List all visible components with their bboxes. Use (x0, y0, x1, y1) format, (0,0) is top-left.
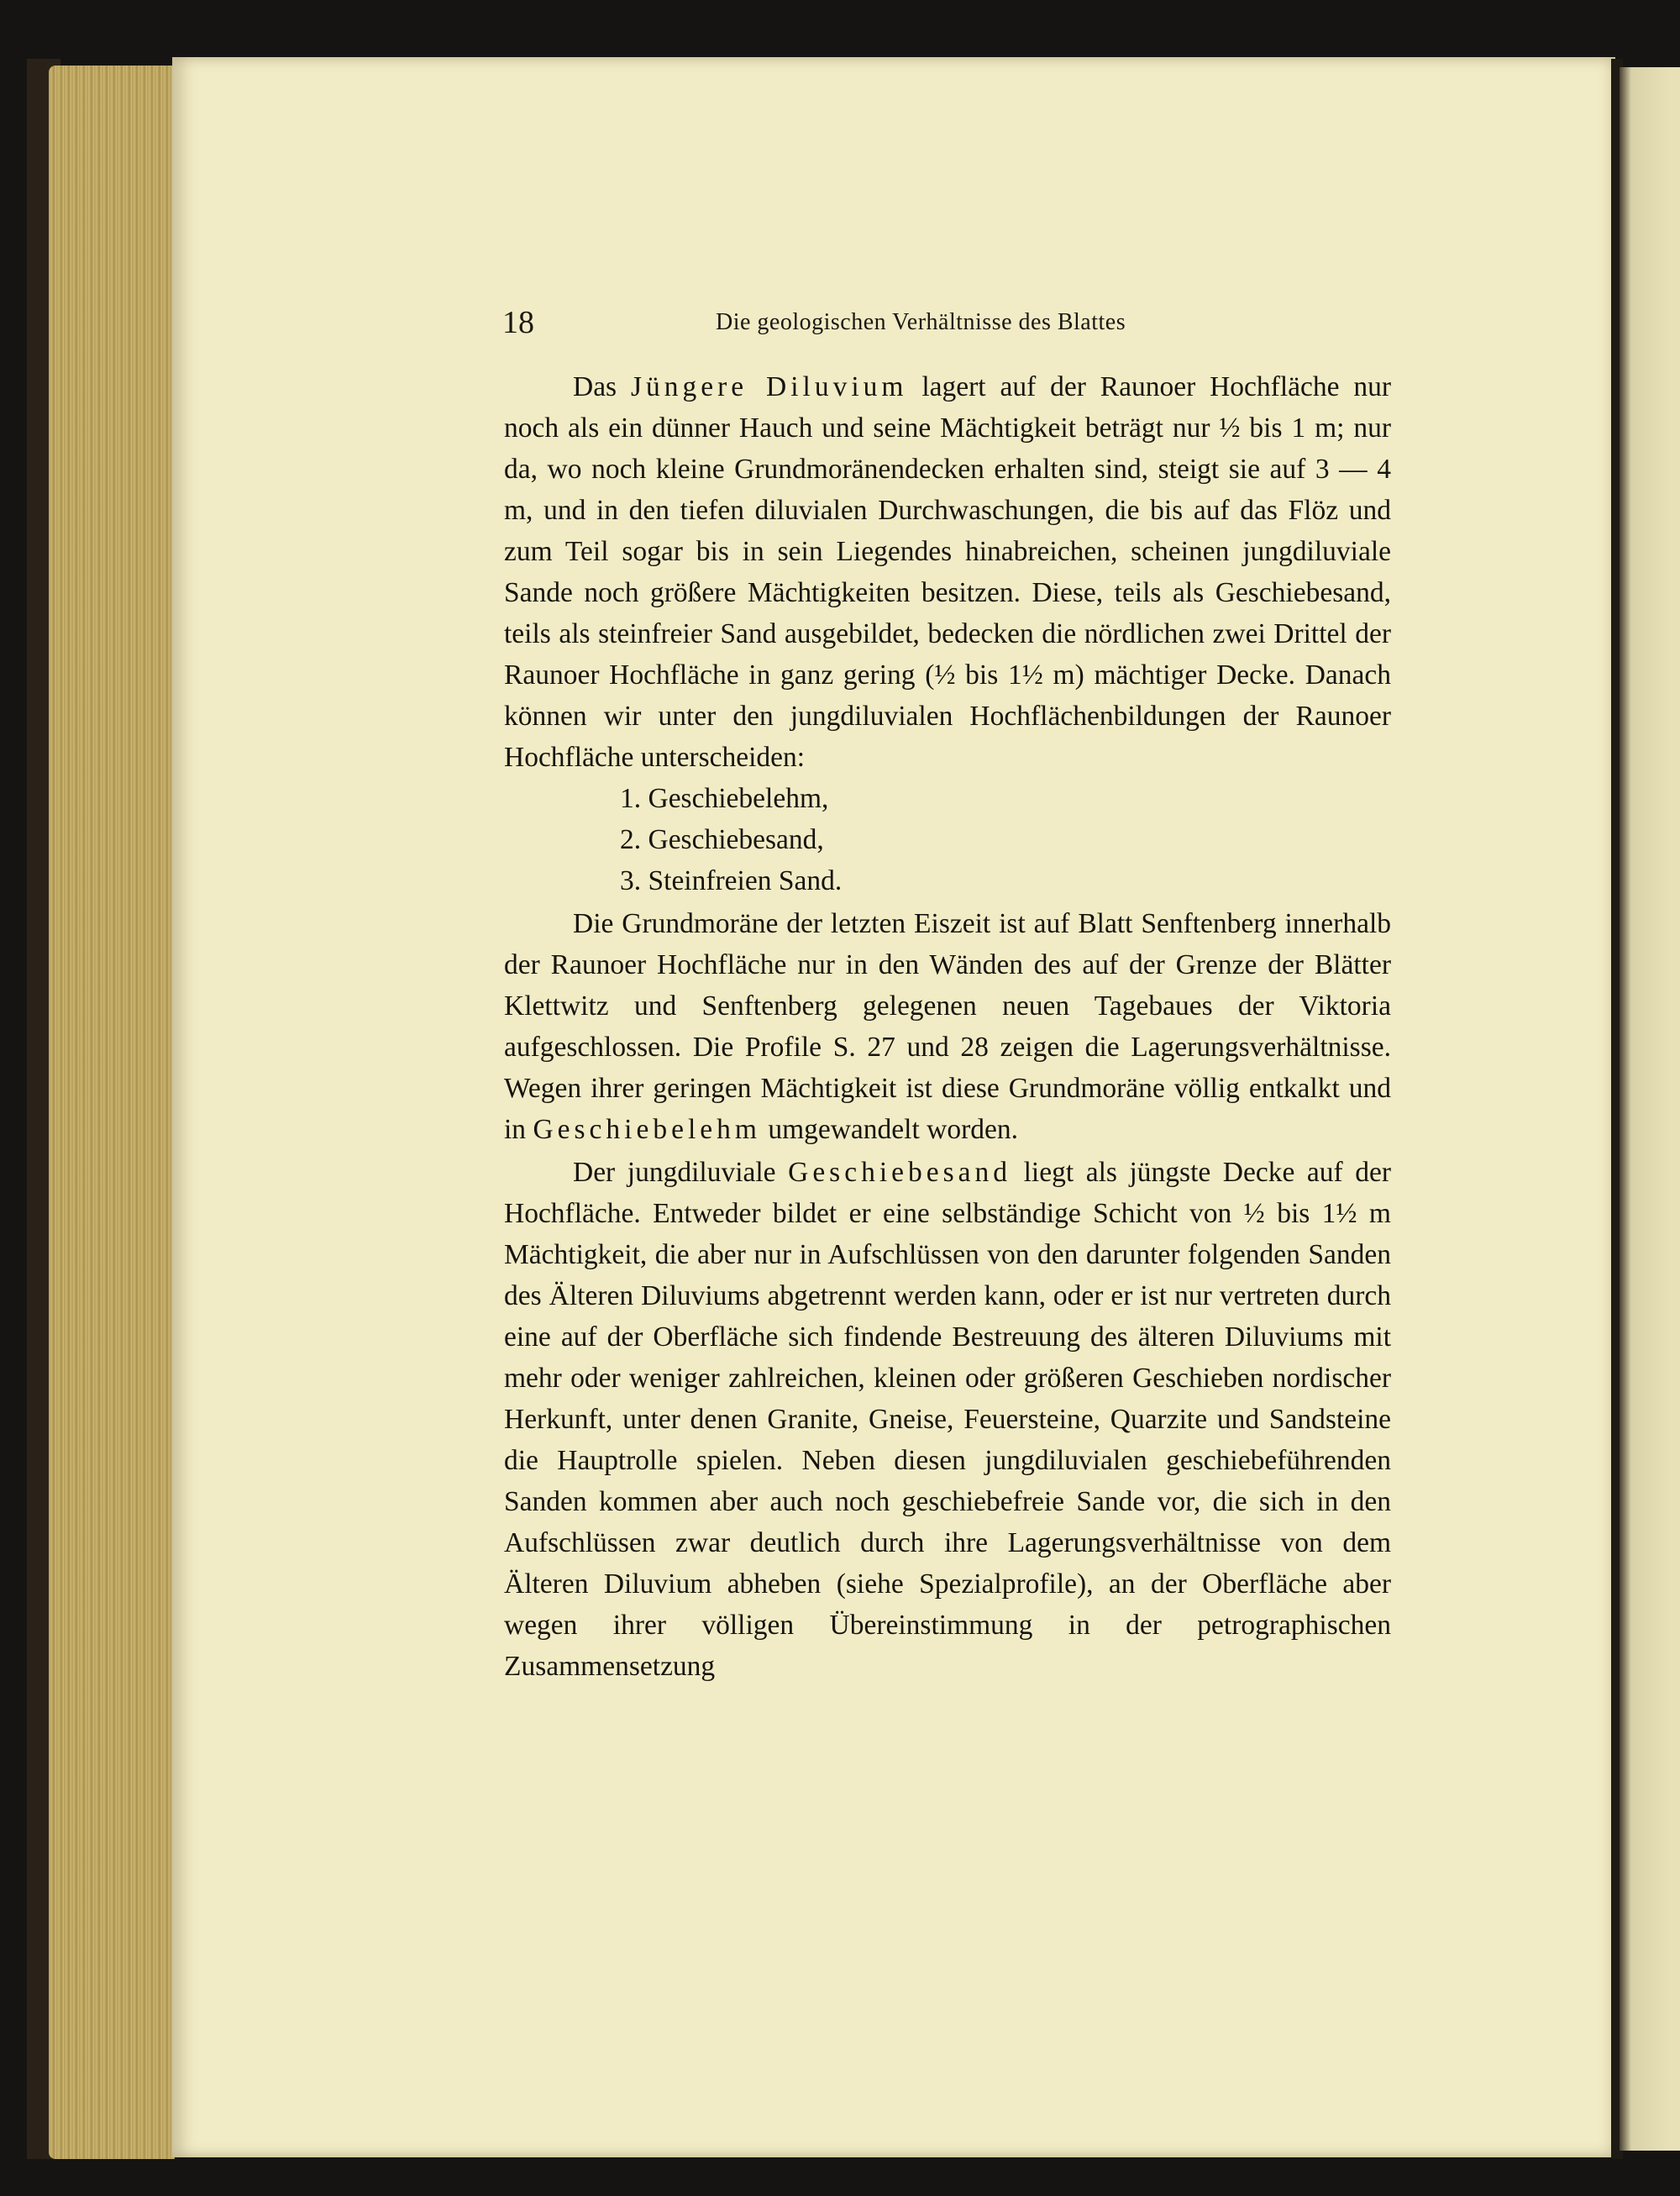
facing-page-edge (1620, 67, 1680, 2151)
classification-list (504, 778, 1391, 901)
paragraph-1-lead: Das (573, 371, 617, 402)
list-item: 1. Geschiebelehm, (620, 783, 829, 814)
paragraph-3-text: liegt als jüngste Decke auf der Hochfläche. Entweder bildet er eine selbständige Schicht von ½ bis 1½ m Mächtigkeit, die aber nur in Aufschlüssen von den darunter folgenden Sanden des Älteren Diluviums abgetrennt werden kann, oder er ist nur vertreten durch eine auf der Oberfläche sich findende Bestreuung des älteren Diluviums mit mehr oder weniger zahlreichen, kleinen oder größeren Geschieben nordischer Herkunft, unter denen Granite, Gneise, Feuersteine, Quarzite und Sandsteine die Hauptrolle spielen. Neben diesen jungdiluvialen geschiebeführenden Sanden kommen aber auch noch geschiebefreie Sande vor, die sich in den Aufschlüssen zwar deutlich durch ihre Lagerungsverhältnisse von dem Älteren Diluvium abheben (siehe Spezialprofile), an der Oberfläche aber wegen ihrer völligen Übereinstimmung in der petrographischen Zusammensetzung (504, 1157, 1392, 1682)
paragraph-2-text-after: umgewandelt worden. (768, 1114, 1019, 1145)
page-edges (49, 66, 175, 2159)
running-title: Die geologischen Verhältnisse des Blattes (716, 309, 1126, 335)
paragraph-3 (504, 1152, 1391, 1687)
list-item: 2. Geschiebesand, (620, 824, 824, 855)
paragraph-3-lead: Der jungdiluviale (573, 1157, 776, 1188)
body-text (504, 366, 1391, 1687)
paragraph-2 (504, 903, 1391, 1150)
page-header (502, 304, 1393, 346)
paragraph-3-spaced-term: Geschiebesand (788, 1157, 1012, 1188)
paragraph-2-text-before: Die Grundmoräne der letzten Eiszeit ist auf Blatt Senftenberg innerhalb der Raunoer Hochfläche nur in den Wänden des auf der Grenze der Blätter Klettwitz und Senftenberg gelegenen neuen Tagebaues der Viktoria aufgeschlossen. Die Profile S. 27 und 28 zeigen die Lagerungsverhältnisse. Wegen ihrer geringen Mächtigkeit ist diese Grundmoräne völlig entkalkt und in (504, 908, 1391, 1145)
paragraph-2-spaced-term: Geschiebelehm (533, 1114, 761, 1145)
paragraph-1-text: lagert auf der Raunoer Hochfläche nur noch als ein dünner Hauch und seine Mächtigkeit beträgt nur ½ bis 1 m; nur da, wo noch kleine Grundmoränendecken erhalten sind, steigt sie auf 3 — 4 m, und in den tiefen diluvialen Durchwaschungen, die bis auf das Flöz und zum Teil sogar bis in sein Liegendes hinabreichen, scheinen jungdiluviale Sande noch größere Mächtigkeiten besitzen. Diese, teils als Geschiebesand, teils als steinfreier Sand ausgebildet, bedecken die nördlichen zwei Drittel der Raunoer Hochfläche in ganz gering (½ bis 1½ m) mächtiger Decke. Danach können wir unter den jungdiluvialen Hochflächenbildungen der Raunoer Hochfläche unterscheiden: (504, 371, 1392, 773)
list-item: 3. Steinfreien Sand. (620, 865, 843, 896)
paragraph-1 (504, 366, 1391, 778)
page-number: 18 (502, 305, 534, 340)
paragraph-1-spaced-term: Jüngere Diluvium (630, 371, 908, 402)
